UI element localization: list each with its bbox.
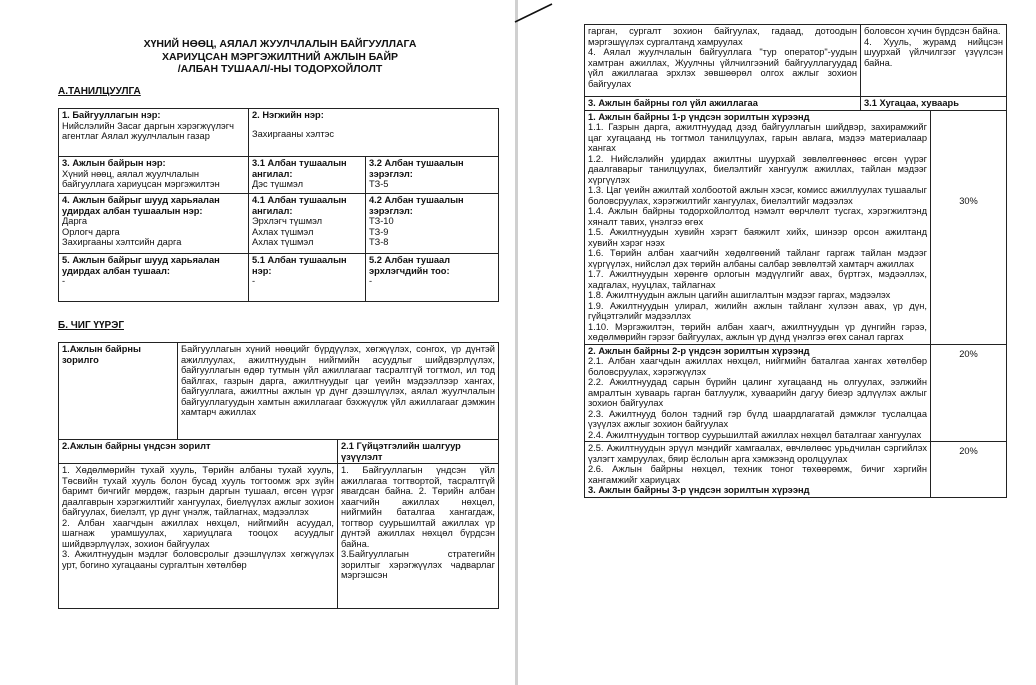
subordinate-title-cell: [249, 254, 366, 302]
title-line-2: ХАРИУЦСАН МЭРГЭЖИЛТНИЙ АЖЛЫН БАЙР: [161, 50, 399, 63]
list-item: 1.9. Ажилтнуудын улирал, жилийн ажлын тайланг хүлээн авах, үр дүн, гүйцэтгэлийг мэдээллэх: [588, 300, 927, 321]
category-label: 3.1 Албан тушаалын ангилал:: [252, 158, 347, 179]
pen-stroke-mark: [512, 0, 562, 25]
subordinate-count-value: -: [369, 276, 373, 286]
unit-cell: [249, 109, 499, 157]
right-document-page: [518, 0, 1036, 685]
introduction-table: [58, 108, 499, 302]
timeline-header: 3.1 Хугацаа, хуваарь: [861, 97, 1007, 111]
grade-value: ТЗ-5: [369, 179, 389, 189]
list-item: 1.1. Газрын дарга, ажилтнуудад дээд байгууллагын шийдвэр, захирамжийг цаг хугацаанд нь тогтмол танилцуулах, гарын авлага, мэдээ материалаар хангах: [588, 122, 927, 153]
subordinate-cell: [59, 254, 249, 302]
supervisor-label: 4. Ажлын байрыг шууд харьяалан удирдах албан тушаалын нэр:: [62, 195, 220, 216]
list-item: 1.2. Нийслэлийн удирдах ажилтны шуурхай зөвлөлгөөнөөс өгсөн үүрэг даалгаварыг танилцуулах, биелэлтийг хангуулж ажиллах, тайлан мэдээг хүргүүлэх: [588, 153, 927, 185]
grade-label: 3.2 Албан тушаалын зэрэглэл:: [369, 158, 464, 179]
supervisor-category-value: Ахлах түшмэл: [252, 226, 314, 237]
subordinate-label: 5. Ажлын байрыг шууд харьяалан удирдах албан тушаал:: [62, 255, 220, 276]
grade-cell: [366, 157, 499, 194]
document-title: [60, 38, 500, 76]
list-item: 2.1. Албан хаагчдын ажиллах нөхцөл, нийгмийн баталгаа хангах хөтөлбөр боловсруулах, хэрэгжүүлэх: [588, 356, 927, 377]
list-item: 1.4. Ажлын байрны тодорхойлолтод нэмэлт өөрчлөлт тусгах, хэрэгжилтэнд хяналт тавих, үнэлгээ өгөх: [588, 206, 927, 227]
list-item: 1.6. Төрийн албан хаагчийн хөдөлгөөний тайланг гаргаж тайлан мэдээг хүргүүлэх, нийслэл дэх төрийн албаны салбар зөвлөлтэй хамтарч ажиллах: [588, 248, 927, 269]
main-goal-header: 2.Ажлын байрны үндсэн зорилт: [59, 440, 338, 464]
list-item: 2.3. Ажилтнууд болон тэдний гэр бүлд шаардлагатай дэмжлэг туслалцаа үзүүлэх ажлыг зохион байгуулах: [588, 408, 927, 429]
list-item: 1.5. Ажилтнуудын хувийн хэрэгт баяжилт хийх, шинээр орсон ажилтанд хувийн хэрэг нээх: [588, 227, 927, 248]
list-item: 1.10. Мэргэжилтэн, төрийн албан хаагч, ажилтнуудын үр дүнгийн гэрээ, хөдөлмөрийн гэрээг байгуулах, ажлын үр дүнд үнэлгээ өгөх санал гаргах: [588, 321, 927, 342]
supervisor-grade-cell: [366, 194, 499, 254]
continued-indicator-cell: боловсон хүчин бүрдсэн байна. 4. Хууль, журамд нийцсэн шуурхай үйлчилгээг үзүүлсэн байна.: [861, 25, 1007, 97]
supervisor-grade-value: ТЗ-9: [369, 226, 389, 237]
list-item: 2.6. Ажлын байрны нөхцөл, техник тоног төхөөрөмж, бичиг хэргийн хангамжийг хариуцах: [588, 464, 927, 485]
title-line-1: ХҮНИЙ НӨӨЦ, АЯЛАЛ ЖУУЛЧЛАЛЫН БАЙГУУЛЛАГА: [143, 38, 417, 50]
subordinate-title-value: -: [252, 276, 256, 286]
goal-2-cell: [585, 344, 931, 442]
purpose-text-cell: Байгууллагын хүний нөөцийг бүрдүүлэх, хөгжүүлэх, сонгох, үр дүнтэй ажиллуулах, ажилтнуудын нийгмийн асуудлыг шийдвэрлүүлэх, байгууллагын өдөр тутмын үйл ажиллагааг тасралтгүй тогтмол, ил тод байлгах, газрын дарга, ажилтнуудыг цаг үеийн мэдээллээр хангах, байгууллага, ажилтны ажлын үр дүнг дээшлүүлэх, аялал жуулчлалын байгууллагуудын хамтын ажиллагааг бэхжүүлж үйл ажиллагааг дэмжин хамтарч ажиллах: [178, 343, 499, 440]
title-line-3: /АЛБАН ТУШААЛ/-НЫ ТОДОРХОЙЛОЛТ: [177, 63, 383, 75]
list-item: 1.3. Цаг үеийн ажилтай холбоотой ажлын хэсэг, комисс ажиллуулах тушаалыг боловсруулах, хэрэгжилтийг хангуулах, биелэлтийг мэдээлэх: [588, 185, 927, 206]
left-document-page: [0, 0, 515, 685]
list-item: 2.5. Ажилтнуудын эрүүл мэндийг хамгаалах, өвчлөлөөс урьдчилан сэргийлэх үзлэгт хамруулах, бяир ёслолын арга хэмжээнд оролцуулах: [588, 443, 927, 464]
list-item: 2.2. Ажилтнуудад сарын бүрийн цалинг хугацаанд нь олгуулах, ээлжийн амралтын хуваарь гарган батлуулж, хуваарийн дагуу биеэр эдлүүлэх ажлыг зохион байгуулах: [588, 377, 927, 408]
list-item: 2.4. Ажилтнуудын тогтвор суурьшилтай ажиллах нөхцөл баталгааг хангуулах: [588, 429, 922, 440]
list-item: 1.8. Ажилтнуудын ажлын цагийн ашиглалтын мэдээг гаргах, мэдээлэх: [588, 290, 891, 300]
duties-table: [58, 342, 499, 609]
goal-2-percent: 20%: [931, 344, 1007, 442]
subordinate-count-label: 5.2 Албан тушаал эрхлэгчдийн тоо:: [369, 255, 451, 276]
goal-heading: 2. Ажлын байрны 2-р үндсэн зорилтын хүрээнд: [588, 345, 810, 356]
organization-value: Нийслэлийн Засаг даргын хэрэгжүүлэгч агентлаг Аялал жуулчлалын газар: [62, 120, 234, 141]
category-value: Дэс түшмэл: [252, 179, 303, 189]
goal-2b-percent: 20%: [931, 442, 1007, 498]
subordinate-title-label: 5.1 Албан тушаалын нэр:: [252, 255, 347, 276]
job-title-cell: [59, 157, 249, 194]
goal-1-cell: [585, 110, 931, 344]
supervisor-grade-value: ТЗ-10: [369, 216, 394, 226]
supervisor-grade-label: 4.2 Албан тушаалын зэрэглэл:: [369, 195, 464, 216]
goal-heading: 3. Ажлын байрны 3-р үндсэн зорилтын хүрээнд: [588, 485, 810, 495]
continued-goal-cell: гарган, сургалт зохион байгуулах, гадаад, дотоодын мэргэшүүлэх сургалтанд хамруулах 4. Аялал жуулчлалын байгууллага "тур оператор"-уудын хамтран ажиллах, Жуулчны үйлчилгээний байгууллагуудад үйл ажиллагаа эрхлэх зөвшөөрөл олгох ажлыг зохион байгуулах: [585, 25, 861, 97]
list-item: 1.7. Ажилтнуудын хөрөнгө орлогын мэдүүлгийг авах, бүртгэх, мэдээллэх, хадгалах, нууцлах, тайлагнах: [588, 269, 927, 290]
organization-cell: [59, 109, 249, 157]
subordinate-value: -: [62, 276, 66, 286]
job-title-label: 3. Ажлын байрын нэр:: [62, 158, 166, 168]
supervisor-value: Орлогч дарга: [62, 226, 120, 237]
indicator-header: 2.1 Гүйцэтгэлийн шалгуур үзүүлэлт: [338, 440, 499, 464]
supervisor-category-value: Эрхлэгч түшмэл: [252, 216, 323, 226]
indicator-text-cell: 1. Байгууллагын үндсэн үйл ажиллагаа тогтвортой, тасралтгүй явагдсан байна. 2. Төрийн албан хаагчийн ажиллах нөхцөл, нийгмийн баталгаа хангагдаж, тогтвор суурьшилтай ажиллах үр дүнтэй ажиллах нөхцөл бүрдсэн байна. 3.Байгууллагын стратегийн зорилтыг хэрэгжүүлэх чадварлаг мэргэшсэн: [338, 464, 499, 609]
unit-value: Захиргааны хэлтэс: [252, 128, 334, 139]
subordinate-count-cell: [366, 254, 499, 302]
section-a-heading: А.ТАНИЛЦУУЛГА: [58, 86, 141, 97]
organization-label: 1. Байгууллагын нэр:: [62, 110, 161, 120]
main-activities-header: 3. Ажлын байрны гол үйл ажиллагаа: [585, 97, 861, 111]
purpose-label-cell: 1.Ажлын байрны зорилго: [59, 343, 178, 440]
goal-heading: 1. Ажлын байрны 1-р үндсэн зорилтын хүрээнд: [588, 111, 810, 122]
supervisor-category-label: 4.1 Албан тушаалын ангилал:: [252, 195, 347, 216]
activities-table: [584, 24, 1007, 498]
supervisor-category-value: Ахлах түшмэл: [252, 237, 314, 247]
supervisor-value: Дарга: [62, 216, 87, 226]
category-cell: [249, 157, 366, 194]
section-b-heading: Б. ЧИГ ҮҮРЭГ: [58, 320, 124, 331]
job-title-value: Хүний нөөц, аялал жуулчлалын байгууллага хариуцсан мэргэжилтэн: [62, 168, 220, 189]
supervisor-category-cell: [249, 194, 366, 254]
unit-label: 2. Нэгжийн нэр:: [252, 110, 324, 120]
main-goal-text-cell: 1. Хөдөлмөрийн тухай хууль, Төрийн албаны тухай хууль, Төсвийн тухай хууль болон бусад хууль тогтоомж эрх зүйн баримт бичгийг мөрдөж, газрын даргын тушаал, өгсөн үүрэг даалгаврын хэрэгжилтийг хангуулах, биелүүлэх ажлыг зохион байгуулах, биелэлт, үр дүнг үнэлж, тайлагнах, мэдээллэх 2. Албан хаагчдын ажиллах нөхцөл, нийгмийн асуудал, шагнаж урамшуулах, хариуцлага тооцох асуудлыг шийдвэрлүүлэх, зохион байгуулах 3. Ажилтнуудын мэдлэг боловсролыг дээшлүүлэх хөгжүүлэх урт, богино хугацааны сургалтын хөтөлбөр: [59, 464, 338, 609]
supervisor-cell: [59, 194, 249, 254]
supervisor-value: Захиргааны хэлтсийн дарга: [62, 237, 182, 247]
goal-1-percent: 30%: [931, 110, 1007, 344]
goal-2b-cell: [585, 442, 931, 498]
supervisor-grade-value: ТЗ-8: [369, 237, 389, 247]
